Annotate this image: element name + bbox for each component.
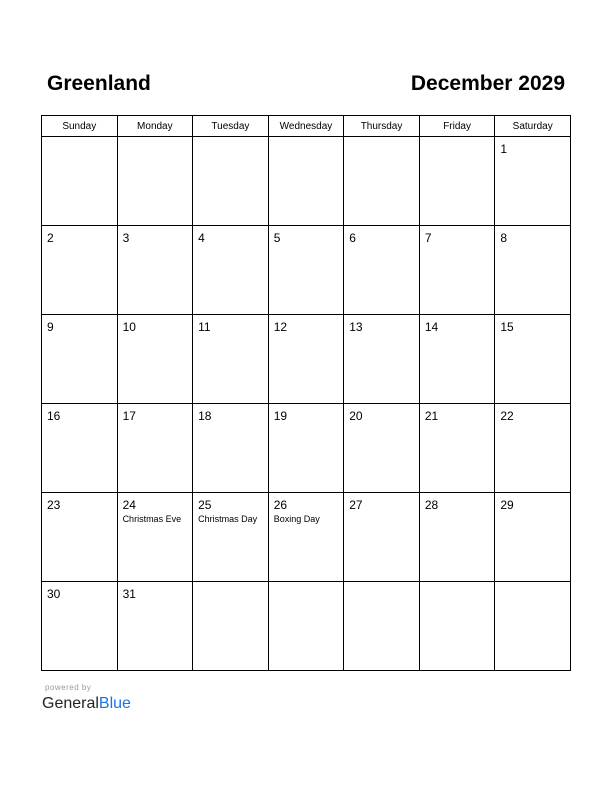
week-row [42,315,571,404]
day-number: 14 [424,320,439,334]
day-cell [193,582,269,671]
day-number: 6 [349,231,356,245]
day-cell [268,137,344,226]
day-number [344,582,419,587]
day-cell [117,582,193,671]
week-row [42,582,571,671]
generalblue-logo [42,694,131,714]
day-cell [42,315,118,404]
day-cell [344,137,420,226]
weekday-tuesday: Tuesday [193,116,269,137]
day-number: 21 [424,409,439,423]
weekday-friday: Friday [419,116,495,137]
day-number: 15 [500,320,514,334]
day-cell [193,315,269,404]
day-number [193,137,268,142]
day-number: 31 [122,587,136,601]
day-cell [268,226,344,315]
day-cell [495,137,571,226]
country-title: Greenland [47,72,151,95]
day-number: 26 [273,498,288,512]
day-cell [419,226,495,315]
day-cell [495,493,571,582]
day-cell [193,493,269,582]
holiday-label: Christmas Eve [122,514,182,524]
weekday-sunday: Sunday [42,116,118,137]
day-cell [42,137,118,226]
day-cell [344,315,420,404]
weekday-monday: Monday [117,116,193,137]
day-cell [117,493,193,582]
day-cell [193,226,269,315]
week-row [42,226,571,315]
day-number: 10 [122,320,136,334]
day-number: 12 [273,320,288,334]
brand-blue-text: Blue [98,695,131,712]
day-cell [42,582,118,671]
day-cell [419,493,495,582]
day-number: 27 [349,498,363,512]
day-cell [344,226,420,315]
day-cell [344,404,420,493]
calendar-grid [41,115,571,671]
day-number: 25 [198,498,212,512]
holiday-label: Boxing Day [273,514,320,524]
day-number [42,137,117,142]
day-number: 24 [122,498,136,512]
day-number: 29 [500,498,514,512]
day-cell [42,493,118,582]
brand-general-text: General [42,695,99,712]
day-number: 3 [122,231,130,245]
day-cell [42,226,118,315]
day-cell [419,582,495,671]
day-number [344,137,419,142]
weekday-header-row [42,116,571,137]
powered-by-label: powered by [45,683,92,692]
day-number [420,582,495,587]
holiday-label: Christmas Day [198,514,258,524]
day-cell [193,137,269,226]
day-number: 11 [198,320,211,334]
day-number: 7 [424,231,432,245]
day-cell [495,226,571,315]
day-number: 2 [47,231,54,245]
day-number [193,582,268,587]
day-number [269,137,344,142]
day-cell [268,315,344,404]
week-row [42,404,571,493]
weekday-thursday: Thursday [344,116,420,137]
day-number [495,582,570,587]
day-number: 30 [47,587,61,601]
day-number [420,137,495,142]
week-row [42,137,571,226]
day-cell [495,582,571,671]
day-number: 19 [273,409,288,423]
day-cell [268,493,344,582]
day-cell [117,226,193,315]
day-cell [193,404,269,493]
day-cell [419,137,495,226]
day-cell [268,582,344,671]
day-number: 5 [273,231,281,245]
day-cell [344,582,420,671]
weekday-wednesday: Wednesday [268,116,344,137]
day-cell [419,315,495,404]
day-cell [117,137,193,226]
day-cell [419,404,495,493]
day-cell [344,493,420,582]
day-number: 20 [349,409,363,423]
day-number: 9 [47,320,54,334]
week-row [42,493,571,582]
month-year-title: December 2029 [410,72,565,95]
day-cell [268,404,344,493]
day-number: 23 [47,498,61,512]
day-number: 8 [500,231,508,245]
day-cell [117,404,193,493]
day-number: 4 [198,231,205,245]
day-number: 18 [198,409,212,423]
day-cell [117,315,193,404]
day-number [269,582,344,587]
day-number: 22 [500,409,514,423]
day-number: 13 [349,320,363,334]
day-cell [495,404,571,493]
weekday-saturday: Saturday [495,116,571,137]
day-cell [42,404,118,493]
day-number [118,137,193,142]
day-number: 1 [500,142,508,156]
day-cell [495,315,571,404]
day-number: 28 [424,498,439,512]
day-number: 17 [122,409,136,423]
day-number: 16 [47,409,61,423]
